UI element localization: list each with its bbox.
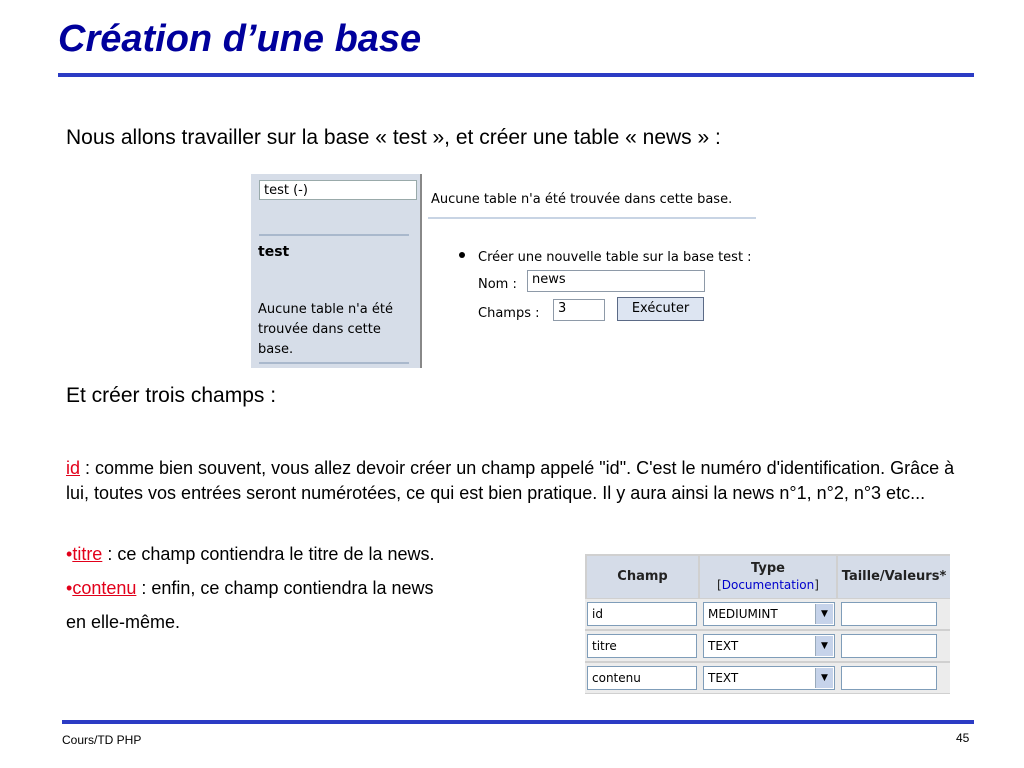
contenu-link[interactable]: contenu bbox=[72, 578, 137, 598]
doc-close-bracket: ] bbox=[814, 578, 819, 592]
phpmyadmin-create-table-screenshot bbox=[251, 174, 756, 368]
id-paragraph bbox=[66, 456, 966, 506]
phpmyadmin-right-panel bbox=[422, 174, 756, 368]
fields-table-screenshot bbox=[585, 554, 950, 694]
field-row-titre bbox=[585, 631, 950, 661]
titre-link[interactable]: titre bbox=[72, 544, 103, 564]
field-row-id bbox=[585, 599, 950, 629]
contenu-description: : enfin, ce champ contiendra la news bbox=[136, 578, 434, 598]
titre-bullet bbox=[66, 544, 435, 565]
field-size-input[interactable] bbox=[841, 666, 937, 690]
header-type bbox=[700, 556, 836, 598]
chevron-down-icon[interactable]: ▼ bbox=[815, 604, 833, 624]
id-link[interactable]: id bbox=[66, 458, 81, 478]
chevron-down-icon[interactable]: ▼ bbox=[815, 636, 833, 656]
field-type-value: TEXT bbox=[708, 639, 739, 653]
field-size-input[interactable] bbox=[841, 634, 937, 658]
header-size: Taille/Valeurs* bbox=[838, 556, 950, 598]
fields-subheading: Et créer trois champs : bbox=[66, 384, 277, 407]
field-row-contenu bbox=[585, 663, 950, 693]
footer-divider bbox=[62, 720, 974, 724]
field-count-input[interactable]: 3 bbox=[553, 299, 605, 321]
intro-text: Nous allons travailler sur la base « test », et créer une table « news » : bbox=[66, 126, 721, 149]
titre-bullet-marker: • bbox=[66, 544, 73, 564]
footer-course-label: Cours/TD PHP bbox=[62, 733, 142, 747]
field-size-input[interactable] bbox=[841, 602, 937, 626]
contenu-description-line2: en elle-même. bbox=[66, 612, 181, 632]
slide-title: Création d’une base bbox=[58, 18, 422, 60]
database-select[interactable]: test (-) bbox=[259, 180, 417, 200]
titre-description: : ce champ contiendra le titre de la news. bbox=[102, 544, 435, 564]
bullet-icon bbox=[459, 252, 465, 258]
left-divider-bottom bbox=[259, 362, 409, 364]
field-name-input[interactable]: id bbox=[587, 602, 697, 626]
contenu-bullet bbox=[66, 578, 434, 599]
table-name-input[interactable]: news bbox=[527, 270, 705, 292]
field-type-value: TEXT bbox=[708, 671, 739, 685]
chevron-down-icon[interactable]: ▼ bbox=[815, 668, 833, 688]
no-table-message: Aucune table n'a été trouvée dans cette base. bbox=[431, 192, 733, 207]
title-divider bbox=[58, 73, 974, 77]
header-champ: Champ bbox=[587, 556, 698, 598]
left-database-name[interactable]: test bbox=[258, 244, 290, 260]
left-empty-message: Aucune table n'a été trouvée dans cette base. bbox=[258, 302, 393, 357]
doc-open-bracket: [ bbox=[717, 578, 722, 592]
doc-link-wrapper bbox=[700, 578, 836, 592]
execute-button[interactable]: Exécuter bbox=[617, 297, 704, 321]
field-type-select[interactable] bbox=[703, 602, 835, 626]
field-type-value: MEDIUMINT bbox=[708, 607, 778, 621]
champs-label: Champs : bbox=[478, 306, 540, 321]
page-number: 45 bbox=[956, 731, 970, 745]
create-table-message: Créer une nouvelle table sur la base test : bbox=[478, 250, 752, 265]
documentation-link[interactable]: Documentation bbox=[721, 578, 815, 592]
field-name-input[interactable]: titre bbox=[587, 634, 697, 658]
contenu-bullet-marker: • bbox=[66, 578, 73, 598]
field-type-select[interactable] bbox=[703, 666, 835, 690]
field-name-input[interactable]: contenu bbox=[587, 666, 697, 690]
header-type-label: Type bbox=[751, 561, 785, 576]
id-description: : comme bien souvent, vous allez devoir créer un champ appelé "id". C'est le numéro d'identification. Grâce à lui, toutes vos entrées seront numérotées, ce qui est bien pratique. Il y aura ainsi la news n°1, n°2, n°3 etc... bbox=[66, 458, 955, 503]
nom-label: Nom : bbox=[478, 277, 517, 292]
field-type-select[interactable] bbox=[703, 634, 835, 658]
phpmyadmin-left-panel bbox=[251, 174, 422, 368]
right-divider bbox=[428, 217, 756, 219]
left-divider bbox=[259, 234, 409, 236]
